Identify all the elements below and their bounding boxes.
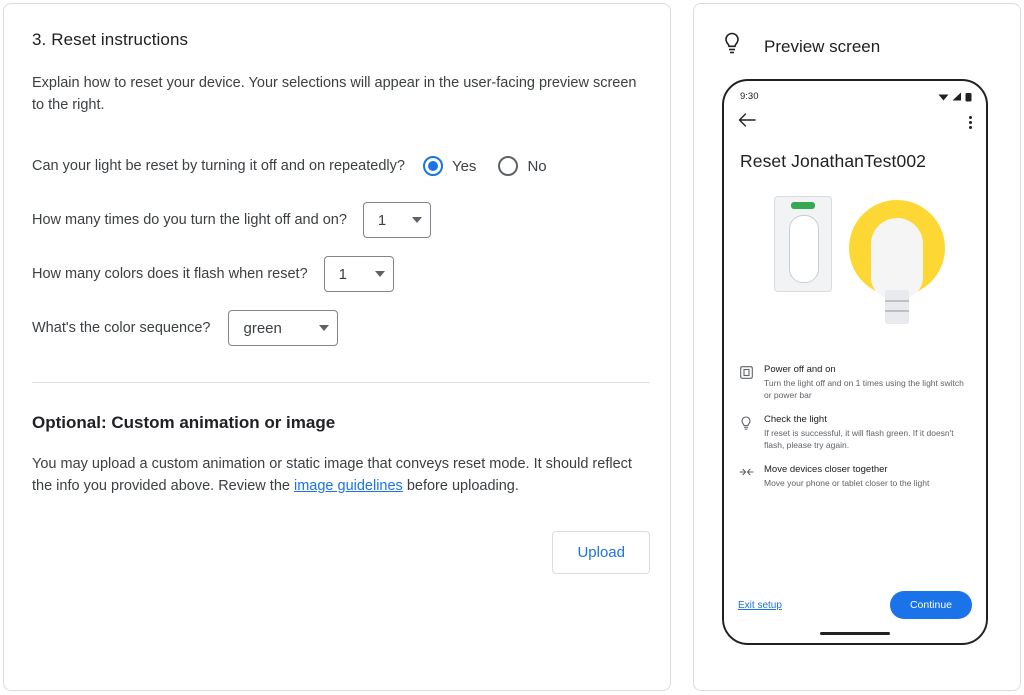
radio-no-icon[interactable] bbox=[498, 156, 518, 176]
phone-topbar bbox=[724, 102, 986, 133]
phone-status-bar bbox=[724, 81, 986, 102]
colors-select[interactable] bbox=[324, 256, 394, 292]
optional-section-title: Optional: Custom animation or image bbox=[32, 413, 336, 432]
move-closer-icon bbox=[738, 466, 754, 478]
step-title: Move devices closer together bbox=[764, 464, 888, 475]
phone-heading: Reset JonathanTest002 bbox=[740, 151, 926, 171]
reset-illustration bbox=[724, 178, 986, 364]
radio-option-yes[interactable] bbox=[423, 156, 476, 176]
bulb-icon bbox=[722, 32, 742, 61]
section-description: Explain how to reset your device. Your selections will appear in the user-facing preview screen to the right. bbox=[32, 75, 637, 113]
step-body: If reset is successful, it will flash green. If it doesn't flash, please try again. bbox=[764, 428, 954, 450]
optional-section-description bbox=[32, 453, 642, 497]
image-guidelines-link[interactable]: image guidelines bbox=[293, 478, 403, 494]
sequence-select[interactable] bbox=[228, 310, 338, 346]
optional-desc-before: You may upload a custom animation or static image that conveys reset mode. It should reflect the info you provided above. Review the bbox=[32, 456, 632, 494]
question-colors-label: How many colors does it flash when reset? bbox=[32, 266, 308, 282]
question-sequence-label: What's the color sequence? bbox=[32, 320, 211, 336]
radio-option-no[interactable] bbox=[498, 156, 546, 176]
radio-yes-label: Yes bbox=[451, 157, 477, 175]
battery-icon bbox=[965, 92, 972, 102]
radio-yes-icon[interactable] bbox=[423, 156, 443, 176]
signal-icon bbox=[952, 92, 962, 101]
question-reset-toggle bbox=[32, 146, 642, 186]
reset-instructions-card bbox=[3, 3, 671, 691]
list-item bbox=[724, 464, 986, 489]
overflow-menu-icon[interactable] bbox=[969, 116, 972, 129]
continue-button[interactable]: Continue bbox=[890, 591, 972, 619]
colors-select-value: 1 bbox=[338, 265, 347, 283]
list-item bbox=[724, 364, 986, 401]
switch-led-indicator bbox=[791, 202, 815, 209]
question-reset-toggle-label: Can your light be reset by turning it off and on repeatedly? bbox=[32, 158, 405, 174]
upload-row bbox=[32, 531, 650, 574]
radio-no-label: No bbox=[527, 157, 547, 175]
step-body: Move your phone or tablet closer to the light bbox=[764, 478, 930, 488]
bulb-icon bbox=[738, 416, 754, 431]
reset-toggle-radio-group[interactable] bbox=[423, 156, 569, 176]
home-indicator bbox=[820, 632, 890, 635]
preview-header bbox=[694, 4, 1020, 61]
wifi-icon bbox=[938, 92, 949, 101]
preview-title: Preview screen bbox=[764, 36, 881, 56]
list-item bbox=[724, 414, 986, 451]
optional-desc-after: before uploading. bbox=[402, 478, 519, 494]
step-title: Check the light bbox=[764, 414, 827, 425]
switch-toggle bbox=[789, 215, 819, 283]
question-colors bbox=[32, 254, 642, 294]
question-times-label: How many times do you turn the light off and on? bbox=[32, 212, 347, 228]
chevron-down-icon bbox=[375, 271, 385, 277]
page-title: 3. Reset instructions bbox=[32, 30, 189, 49]
step-title: Power off and on bbox=[764, 364, 836, 375]
sequence-select-value: green bbox=[243, 319, 282, 337]
phone-preview bbox=[722, 79, 988, 645]
question-times bbox=[32, 200, 642, 240]
phone-footer bbox=[724, 591, 986, 619]
chevron-down-icon bbox=[319, 325, 329, 331]
upload-button[interactable]: Upload bbox=[552, 531, 650, 574]
bulb-body bbox=[871, 218, 923, 298]
times-select[interactable] bbox=[363, 202, 431, 238]
question-sequence bbox=[32, 308, 642, 348]
section-divider bbox=[32, 382, 650, 383]
light-switch-icon bbox=[774, 196, 832, 292]
step-body: Turn the light off and on 1 times using the light switch or power bar bbox=[764, 378, 964, 400]
preview-card bbox=[693, 3, 1021, 691]
bulb-base bbox=[885, 290, 909, 324]
exit-setup-link[interactable]: Exit setup bbox=[738, 599, 782, 611]
status-icons bbox=[938, 92, 972, 102]
back-arrow-icon[interactable] bbox=[738, 112, 756, 133]
times-select-value: 1 bbox=[377, 211, 387, 229]
status-time: 9:30 bbox=[740, 91, 759, 102]
power-icon bbox=[738, 366, 754, 379]
chevron-down-icon bbox=[412, 217, 422, 223]
